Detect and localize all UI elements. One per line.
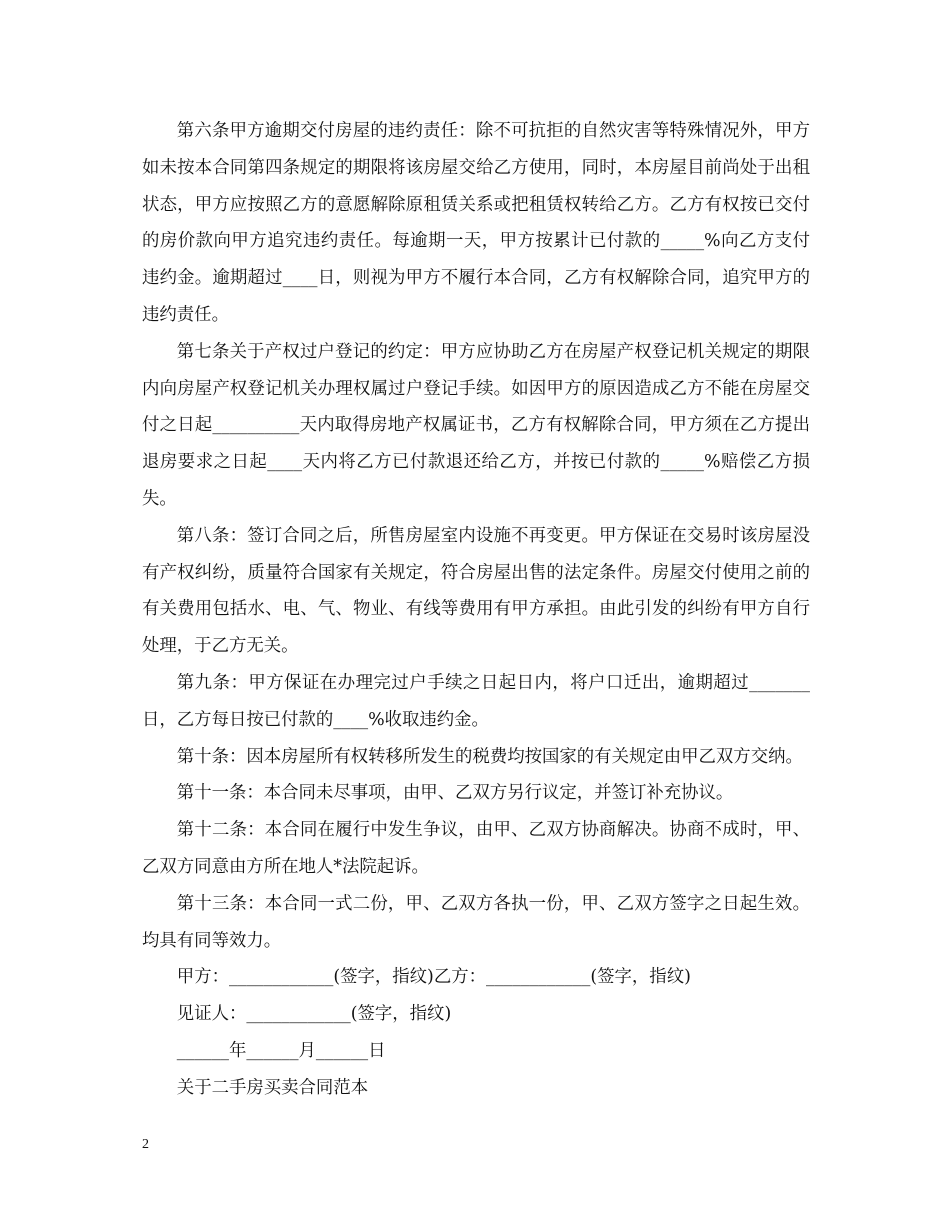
page-number: 2 [142, 1137, 149, 1152]
party-signature-line: 甲方：____________(签字，指纹)乙方：____________(签字，指纹) [176, 967, 691, 988]
date-line: ______年______月______日 [176, 1040, 386, 1061]
article-12-paragraph: 第十二条：本合同在履行中发生争议，由甲、乙双方协商解决。协商不成时，甲、乙双方同意由方所在地人*法院起诉。 [142, 820, 810, 877]
article-8-paragraph: 第八条：签订合同之后，所售房屋室内设施不再变更。甲方保证在交易时该房屋没有产权纠纷，质量符合国家有关规定，符合房屋出售的法定条件。房屋交付使用之前的有关费用包括水、电、气、物业、有线等费用有甲方承担。由此引发的纠纷有甲方自行处理，于乙方无关。 [142, 525, 810, 657]
contract-body [142, 113, 810, 1107]
article-10-paragraph: 第十条：因本房屋所有权转移所发生的税费均按国家的有关规定由甲乙双方交纳。 [176, 746, 803, 767]
article-6-paragraph: 第六条甲方逾期交付房屋的违约责任：除不可抗拒的自然灾害等特殊情况外，甲方如未按本合同第四条规定的期限将该房屋交给乙方使用，同时，本房屋目前尚处于出租状态，甲方应按照乙方的意愿解除原租赁关系或把租赁权转给乙方。乙方有权按已交付的房价款向甲方追究违约责任。每逾期一天，甲方按累计已付款的_____%向乙方支付违约金。逾期超过____日，则视为甲方不履行本合同，乙方有权解除合同，追究甲方的违约责任。 [142, 121, 810, 325]
witness-signature-line: 见证人：____________(签字，指纹) [176, 1004, 452, 1025]
article-7-paragraph: 第七条关于产权过户登记的约定：甲方应协助乙方在房屋产权登记机关规定的期限内向房屋产权登记机关办理权属过户登记手续。如因甲方的原因造成乙方不能在房屋交付之日起__________天内取得房地产权属证书，乙方有权解除合同，甲方须在乙方提出退房要求之日起____天内将乙方已付款退还给乙方，并按已付款的_____%赔偿乙方损失。 [142, 341, 810, 509]
article-13-paragraph: 第十三条：本合同一式二份，甲、乙双方各执一份，甲、乙双方签字之日起生效。均具有同等效力。 [142, 893, 810, 951]
article-9-paragraph: 第九条：甲方保证在办理完过户手续之日起日内，将户口迁出，逾期超过_______日，乙方每日按已付款的____%收取违约金。 [142, 672, 810, 730]
closing-title-line: 关于二手房买卖合同范本 [176, 1077, 369, 1098]
article-11-paragraph: 第十一条：本合同未尽事项，由甲、乙双方另行议定，并签订补充协议。 [176, 783, 734, 804]
